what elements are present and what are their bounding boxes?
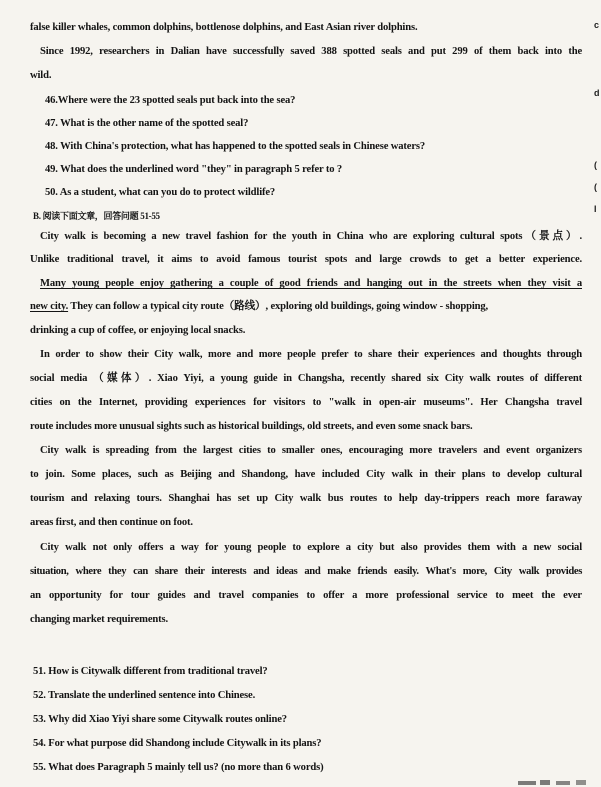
underlined-sentence: Many young people enjoy gathering a couple of good friends and hanging out in the streets when they visit a (40, 278, 582, 289)
question-49: 49. What does the underlined word "they" in paragraph 5 refer to ? (45, 164, 343, 175)
underlined-sentence: new city. (30, 301, 69, 312)
paragraph-line: City walk not only offers a way for young people to explore a city but also provides them with a new social (40, 542, 582, 553)
margin-mark: ( (594, 182, 597, 192)
question-52: 52. Translate the underlined sentence into Chinese. (33, 690, 256, 701)
paragraph-line: Since 1992, researchers in Dalian have successfully saved 388 spotted seals and put 299 of them back into the (40, 46, 582, 57)
margin-mark: I (594, 204, 597, 214)
question-47: 47. What is the other name of the spotted seal? (45, 118, 249, 129)
paragraph-line (30, 300, 582, 314)
paragraph-line: to join. Some places, such as Beijing and Shandong, have included City walk in their plans to develop cultural (30, 469, 582, 480)
question-48: 48. With China's protection, what has happened to the spotted seals in Chinese waters? (45, 141, 425, 152)
paragraph-line: route includes more unusual sights such as historical buildings, old streets, and even some snack bars. (30, 421, 473, 432)
question-51: 51. How is Citywalk different from traditional travel? (33, 666, 268, 677)
paragraph-line: areas first, and then continue on foot. (30, 517, 193, 528)
page-footer-smudge (516, 778, 596, 787)
paragraph-line: changing market requirements. (30, 614, 168, 625)
question-46: 46.Where were the 23 spotted seals put back into the sea? (45, 95, 296, 106)
paragraph-line: drinking a cup of coffee, or enjoying local snacks. (30, 325, 246, 336)
question-54: 54. For what purpose did Shandong include Citywalk in its plans? (33, 738, 322, 749)
paragraph-text: They can follow a typical city route（路线）, exploring old buildings, going window - shopping, (68, 301, 489, 312)
question-53: 53. Why did Xiao Yiyi share some Citywalk routes online? (33, 714, 287, 725)
paragraph-line: City walk is spreading from the largest cities to smaller ones, encouraging more travelers and event organizers (40, 445, 582, 456)
paragraph-line: Unlike traditional travel, it aims to avoid famous tourist spots and large crowds to get a better experience. (30, 254, 582, 265)
margin-mark: c (594, 20, 600, 30)
paragraph-line: an opportunity for tour guides and travel companies to offer a more professional service to meet the ever (30, 590, 582, 601)
paragraph-line: City walk is becoming a new travel fashion for the youth in China who are exploring cultural spots（景点）. (40, 231, 582, 242)
paragraph-line: wild. (30, 70, 52, 81)
margin-mark: d (594, 88, 600, 98)
paragraph-line: situation, where they can share their interests and ideas and make friends easily. What's more, City walk provides (30, 566, 582, 577)
paragraph-line: tourism and relaxing tours. Shanghai has set up City walk bus routes to help day-trippers reach more faraway (30, 493, 582, 504)
section-heading: B. 阅读下面文章，回答问题 51-55 (33, 211, 160, 221)
question-50: 50. As a student, what can you do to protect wildlife? (45, 187, 276, 198)
margin-mark: ( (594, 160, 597, 170)
paragraph-line: cities on the Internet, providing experiences for visitors to "walk in open-air museums". Her Changsha travel (30, 397, 582, 408)
paragraph-line: In order to show their City walk, more and more people prefer to share their experiences and thoughts through (40, 349, 582, 360)
paragraph-line: false killer whales, common dolphins, bottlenose dolphins, and East Asian river dolphins. (30, 22, 418, 33)
paragraph-line: social media （媒体）. Xiao Yiyi, a young guide in Changsha, recently shared six City walk routes of different (30, 373, 582, 384)
question-55: 55. What does Paragraph 5 mainly tell us? (no more than 6 words) (33, 762, 324, 773)
